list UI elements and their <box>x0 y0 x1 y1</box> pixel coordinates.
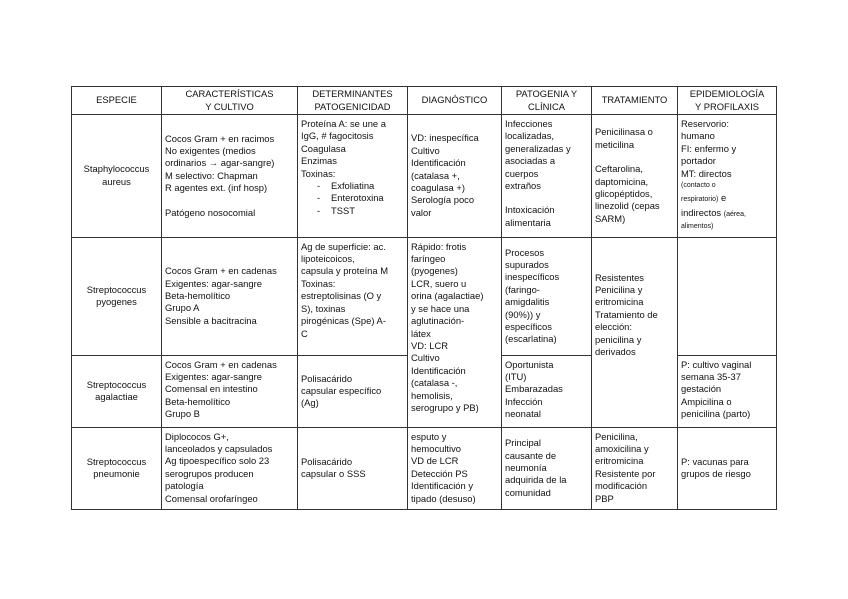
cell-determinantes: Proteína A: se une a IgG, # fagocitosis Coagulasa Enzimas Toxinas: - Exfoliatina - Enterotoxina - TSST <box>298 115 408 238</box>
species-name: Streptococcus agalactiae <box>72 355 162 427</box>
toxin-item: - Exfoliatina <box>317 180 375 192</box>
species-name: Staphylococcus aureus <box>72 115 162 238</box>
cell-caracteristicas: Cocos Gram + en cadenas Exigentes: agar-sangre Comensal en intestino Beta-hemolítico Grupo B <box>162 355 298 427</box>
cell-epidemiologia: P: cultivo vaginal semana 35-37 gestación Ampicilina o penicilina (parto) <box>678 355 777 427</box>
header-caracteristicas: CARACTERÍSTICAS Y CULTIVO <box>162 87 298 115</box>
cell-epidemiologia: P: vacunas para grupos de riesgo <box>678 427 777 509</box>
cell-patogenia: Procesos supurados inespecíficos (faringo- amigdalitis (90%)) y específicos (escarlatina) <box>502 237 592 355</box>
toxin-item: - TSST <box>317 204 355 216</box>
cell-tratamiento-streptococcus: Resistentes Penicilina y eritromicina Tratamiento de elección: penicilina y derivados <box>592 237 678 427</box>
cell-caracteristicas: Cocos Gram + en cadenas Exigentes: agar-sangre Beta-hemolítico Grupo A Sensible a bacitracina <box>162 237 298 355</box>
header-diagnostico: DIAGNÓSTICO <box>408 87 502 115</box>
cell-epidemiologia <box>678 237 777 355</box>
row-pyogenes <box>72 237 777 355</box>
cell-patogenia: Principal causante de neumonía adquirida de la comunidad <box>502 427 592 509</box>
cell-determinantes: Polisacárido capsular o SSS <box>298 427 408 509</box>
bacteria-table <box>71 86 777 510</box>
cell-caracteristicas: Cocos Gram + en racimos No exigentes (medios ordinarios → agar-sangre) M selectivo: Chapman R agentes ext. (inf hosp) Patógeno nosocomial <box>162 115 298 238</box>
cell-patogenia: Oportunista (ITU) Embarazadas Infección neonatal <box>502 355 592 427</box>
header-epidemiologia: EPIDEMIOLOGÍA Y PROFILAXIS <box>678 87 777 115</box>
cell-epidemiologia: Reservorio: humano FI: enfermo y portador MT: directos (contacto o respiratorio) e indirectos (aérea, alimentos) <box>678 115 777 238</box>
species-name: Streptococcus pneumonie <box>72 427 162 509</box>
cell-caracteristicas: Diplococos G+, lanceolados y capsulados Ag tipoespecífico solo 23 serogrupos producen patología Comensal orofaríngeo <box>162 427 298 509</box>
cell-diagnostico-streptococcus: Rápido: frotis faríngeo (pyogenes) LCR, suero u orina (agalactiae) y se hace una aglutinación- látex VD: LCR Cultivo Identificación (catalasa -, hemolisis, serogrupo y PB) <box>408 237 502 427</box>
cell-determinantes: Ag de superficie: ac. lipoteicoicos, capsula y proteína M Toxinas: estreptolisinas (O y S), toxinas pirogénicas (Spe) A- C <box>298 237 408 355</box>
toxin-item: - Enterotoxina <box>317 192 384 204</box>
row-staphylococcus <box>72 115 777 238</box>
species-name: Streptococcus pyogenes <box>72 237 162 355</box>
header-determinantes: DETERMINANTES PATOGENICIDAD <box>298 87 408 115</box>
header-row <box>72 87 777 115</box>
header-especie: ESPECIE <box>72 87 162 115</box>
cell-tratamiento: Penicilinasa o meticilina Ceftarolina, daptomicina, glicopéptidos, linezolid (cepas SARM) <box>592 115 678 238</box>
cell-diagnostico: esputo y hemocultivo VD de LCR Detección PS Identificación y tipado (desuso) <box>408 427 502 509</box>
cell-tratamiento: Penicilina, amoxicilina y eritromicina Resistente por modificación PBP <box>592 427 678 509</box>
cell-determinantes: Polisacárido capsular específico (Ag) <box>298 355 408 427</box>
row-pneumonie <box>72 427 777 509</box>
header-patogenia: PATOGENIA Y CLÍNICA <box>502 87 592 115</box>
cell-patogenia: Infecciones localizadas, generalizadas y asociadas a cuerpos extraños Intoxicación alimentaria <box>502 115 592 238</box>
header-tratamiento: TRATAMIENTO <box>592 87 678 115</box>
cell-diagnostico: VD: inespecífica Cultivo Identificación (catalasa +, coagulasa +) Serología poco valor <box>408 115 502 238</box>
